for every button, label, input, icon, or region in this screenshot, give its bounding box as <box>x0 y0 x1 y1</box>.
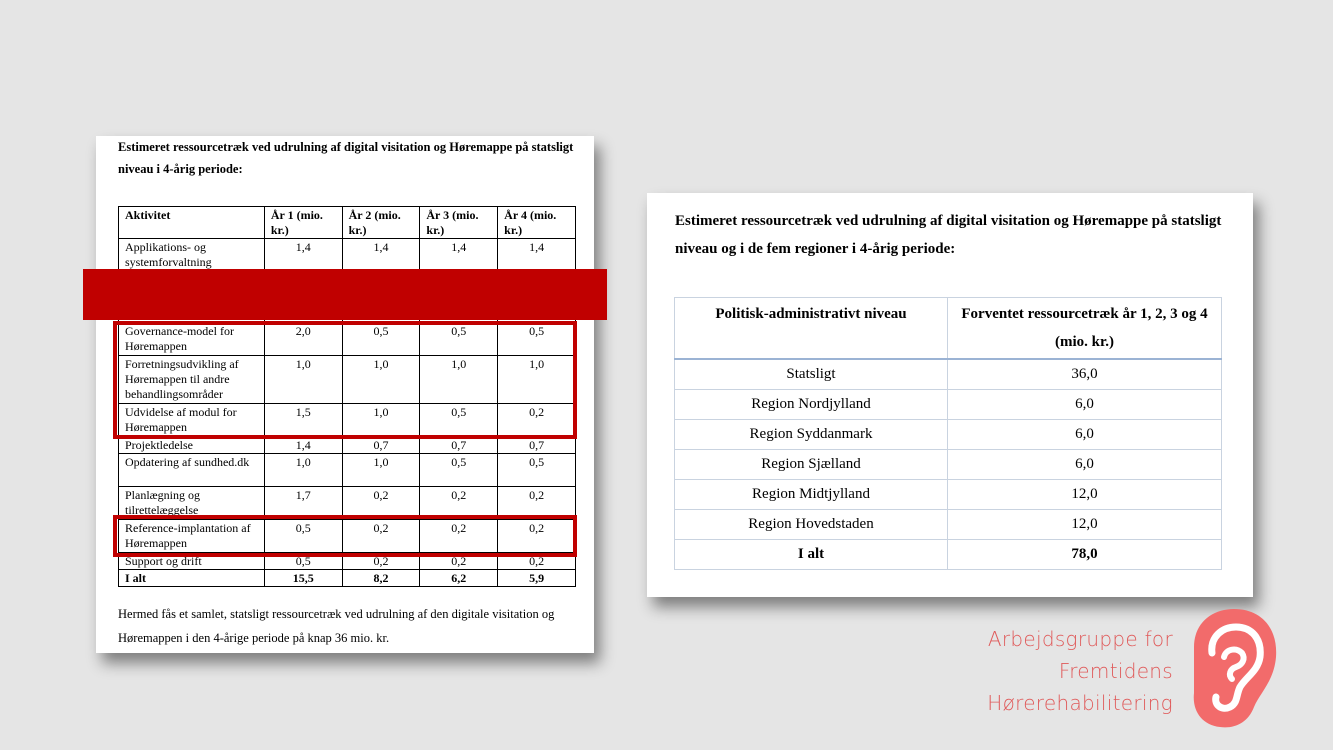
table-cell: I alt <box>675 540 948 570</box>
brand-line: Fremtidens <box>1058 659 1173 683</box>
table-cell: 0,2 <box>342 520 420 553</box>
table-row <box>675 390 1222 420</box>
table-cell: 0,5 <box>264 553 342 570</box>
table-cell: 0,7 <box>498 437 576 454</box>
table-cell: 1,0 <box>420 356 498 404</box>
table-cell: 0,5 <box>420 404 498 437</box>
table-cell: 5,9 <box>498 570 576 587</box>
table-cell: 1,4 <box>264 239 342 271</box>
table-cell: 0,5 <box>420 454 498 487</box>
table-cell: 12,0 <box>948 510 1222 540</box>
table-cell: 1,5 <box>264 404 342 437</box>
right-doc-title: Estimeret ressourcetræk ved udrulning af digital visitation og Høremappe på statsligt niveau og i de fem regioner i 4-årig periode: <box>675 213 1222 257</box>
table-cell: 0,2 <box>420 553 498 570</box>
table-cell: Statsligt <box>675 359 948 390</box>
header-cell: Aktivitet <box>119 207 265 239</box>
table-cell: 0,2 <box>498 553 576 570</box>
table-cell: 6,0 <box>948 420 1222 450</box>
highlight-box <box>113 515 577 557</box>
table-header-row <box>119 207 576 239</box>
left-doc-footer: Hermed fås et samlet, statsligt ressourcetræk ved udrulning af den digitale visitation og Høremappen i den 4-årige periode på knap 36 mio. kr. <box>118 607 555 645</box>
table-row <box>675 359 1222 390</box>
highlight-box <box>113 321 577 439</box>
table-cell: 78,0 <box>948 540 1222 570</box>
table-cell: Planlægning og tilrettelæggelse <box>119 487 265 520</box>
table-total-row <box>119 570 576 587</box>
table-cell: Opdatering af sundhed.dk <box>119 454 265 487</box>
table-cell: 0,7 <box>342 437 420 454</box>
table-cell: 0,2 <box>498 520 576 553</box>
table-cell: Region Sjælland <box>675 450 948 480</box>
table-row <box>119 437 576 454</box>
table-cell: 15,5 <box>264 570 342 587</box>
table-cell: Region Nordjylland <box>675 390 948 420</box>
table-cell: Forretningsudvikling af Høremappen til andre behandlingsområder <box>119 356 265 404</box>
header-cell: År 1 (mio. kr.) <box>264 207 342 239</box>
right-document <box>647 193 1253 597</box>
table-cell: 8,2 <box>342 570 420 587</box>
left-doc-title: Estimeret ressourcetræk ved udrulning af digital visitation og Høremappe på statsligt niveau i 4-årig periode: <box>118 140 574 176</box>
table-cell: Projektledelse <box>119 437 265 454</box>
table-cell: 1,0 <box>342 356 420 404</box>
table-cell: 1,4 <box>264 437 342 454</box>
table-cell: 0,2 <box>342 487 420 520</box>
header-cell: År 2 (mio. kr.) <box>342 207 420 239</box>
table-cell: 0,2 <box>498 487 576 520</box>
table-row <box>675 450 1222 480</box>
table-row <box>675 480 1222 510</box>
table-cell: 0,5 <box>342 323 420 356</box>
ear-icon <box>1190 607 1278 729</box>
header-cell: Politisk-administrativt niveau <box>675 298 948 360</box>
table-cell: 1,4 <box>498 239 576 271</box>
table-row <box>675 420 1222 450</box>
table-cell: 0,5 <box>498 323 576 356</box>
table-cell: 6,0 <box>948 390 1222 420</box>
table-row <box>119 239 576 271</box>
table-cell: 0,5 <box>264 520 342 553</box>
table-cell: 0,2 <box>420 520 498 553</box>
table-row <box>119 454 576 487</box>
table-cell: Region Midtjylland <box>675 480 948 510</box>
table-cell: 0,5 <box>420 323 498 356</box>
table-cell: 6,2 <box>420 570 498 587</box>
table-cell: Udvidelse af modul for Høremappen <box>119 404 265 437</box>
table-cell: 36,0 <box>948 359 1222 390</box>
table-cell: 1,0 <box>264 356 342 404</box>
table-cell: 1,0 <box>342 404 420 437</box>
table-cell: Region Syddanmark <box>675 420 948 450</box>
table-cell: 0,2 <box>420 487 498 520</box>
redaction-bar <box>83 269 607 320</box>
brand-line: Arbejdsgruppe for <box>987 627 1173 651</box>
table-cell: Support og drift <box>119 553 265 570</box>
header-cell: Forventet ressourcetræk år 1, 2, 3 og 4 (mio. kr.) <box>948 298 1222 360</box>
table-cell: 1,0 <box>498 356 576 404</box>
header-cell: År 4 (mio. kr.) <box>498 207 576 239</box>
header-cell: År 3 (mio. kr.) <box>420 207 498 239</box>
table-cell: 0,2 <box>498 404 576 437</box>
table-row <box>675 510 1222 540</box>
table-header-row <box>675 298 1222 360</box>
table-cell: 1,7 <box>264 487 342 520</box>
table-cell: I alt <box>119 570 265 587</box>
table-cell: 1,0 <box>342 454 420 487</box>
brand-line: Hørerehabilitering <box>987 691 1173 715</box>
table-cell: 0,5 <box>498 454 576 487</box>
table-cell: 12,0 <box>948 480 1222 510</box>
table-cell: 1,0 <box>264 454 342 487</box>
table-cell: Governance-model for Høremappen <box>119 323 265 356</box>
table-cell: Reference-implantation af Høremappen <box>119 520 265 553</box>
table-cell: 2,0 <box>264 323 342 356</box>
right-region-table <box>674 297 1222 570</box>
table-total-row <box>675 540 1222 570</box>
table-cell: 6,0 <box>948 450 1222 480</box>
table-cell: 0,2 <box>342 553 420 570</box>
table-cell: 0,7 <box>420 437 498 454</box>
brand-text <box>987 623 1173 719</box>
table-cell: Applikations- og systemforvaltning <box>119 239 265 271</box>
table-cell: 1,4 <box>342 239 420 271</box>
table-cell: Region Hovedstaden <box>675 510 948 540</box>
table-cell: 1,4 <box>420 239 498 271</box>
